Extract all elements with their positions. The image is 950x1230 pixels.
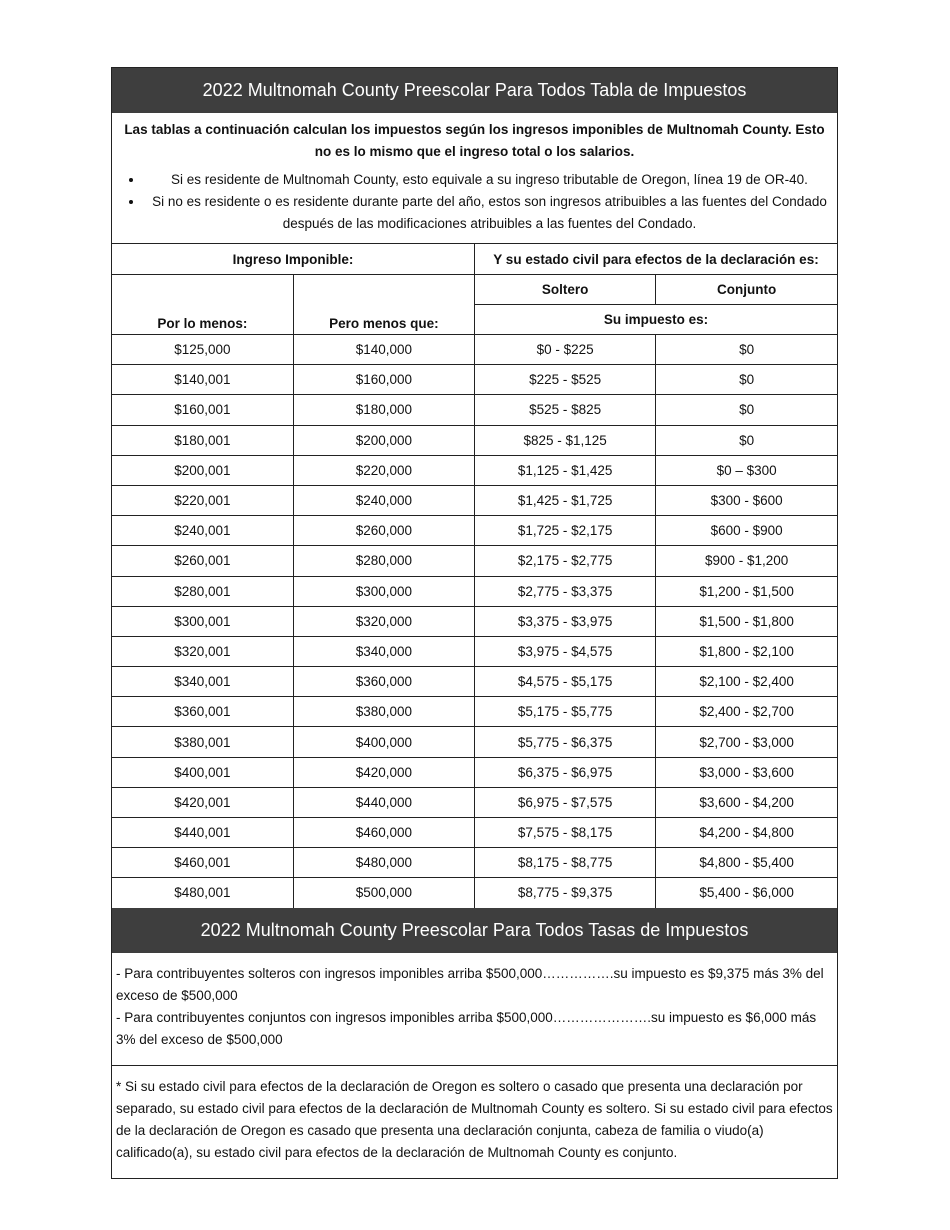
min-income-cell: $160,001: [112, 395, 293, 425]
table-row: [112, 727, 837, 757]
single-tax-cell: $3,375 - $3,975: [475, 606, 656, 636]
joint-tax-cell: $0 – $300: [656, 455, 837, 485]
at-least-header: Por lo menos:: [112, 275, 293, 335]
joint-tax-cell: $300 - $600: [656, 485, 837, 515]
table-row: [112, 606, 837, 636]
joint-tax-cell: $0: [656, 395, 837, 425]
max-income-cell: $320,000: [293, 606, 474, 636]
table-row: [112, 395, 837, 425]
table-row: [112, 667, 837, 697]
joint-tax-cell: $2,700 - $3,000: [656, 727, 837, 757]
table-row: [112, 848, 837, 878]
max-income-cell: $140,000: [293, 335, 474, 365]
joint-tax-cell: $600 - $900: [656, 516, 837, 546]
tax-table-body: [112, 335, 837, 908]
table-row: [112, 455, 837, 485]
table-row: [112, 576, 837, 606]
table-row: [112, 335, 837, 365]
min-income-cell: $180,001: [112, 425, 293, 455]
joint-tax-cell: $1,500 - $1,800: [656, 606, 837, 636]
joint-tax-cell: $2,400 - $2,700: [656, 697, 837, 727]
max-income-cell: $420,000: [293, 757, 474, 787]
rates-title: 2022 Multnomah County Preescolar Para Todos Tasas de Impuestos: [112, 908, 837, 953]
max-income-cell: $440,000: [293, 787, 474, 817]
min-income-cell: $400,001: [112, 757, 293, 787]
your-tax-header: Su impuesto es:: [475, 305, 838, 335]
tax-table: [112, 244, 837, 908]
min-income-cell: $320,001: [112, 636, 293, 666]
less-than-header: Pero menos que:: [293, 275, 474, 335]
min-income-cell: $340,001: [112, 667, 293, 697]
max-income-cell: $500,000: [293, 878, 474, 908]
max-income-cell: $180,000: [293, 395, 474, 425]
min-income-cell: $440,001: [112, 818, 293, 848]
intro-bullet-nonresident: • Si no es residente o es residente durante parte del año, estos son ingresos atribuibles a las fuentes del Condado después de las modificaciones atribuibles a las fuentes del Condado.: [144, 191, 831, 235]
max-income-cell: $360,000: [293, 667, 474, 697]
max-income-cell: $460,000: [293, 818, 474, 848]
joint-tax-cell: $0: [656, 365, 837, 395]
intro-bullets: [118, 169, 831, 235]
max-income-cell: $280,000: [293, 546, 474, 576]
table-row: [112, 878, 837, 908]
max-income-cell: $340,000: [293, 636, 474, 666]
joint-tax-cell: $4,200 - $4,800: [656, 818, 837, 848]
single-tax-cell: $0 - $225: [475, 335, 656, 365]
max-income-cell: $260,000: [293, 516, 474, 546]
single-tax-cell: $1,425 - $1,725: [475, 485, 656, 515]
table-title: 2022 Multnomah County Preescolar Para Todos Tabla de Impuestos: [112, 68, 837, 113]
min-income-cell: $200,001: [112, 455, 293, 485]
rates-section: [112, 953, 837, 1066]
single-tax-cell: $3,975 - $4,575: [475, 636, 656, 666]
max-income-cell: $300,000: [293, 576, 474, 606]
joint-tax-cell: $1,800 - $2,100: [656, 636, 837, 666]
single-tax-cell: $5,775 - $6,375: [475, 727, 656, 757]
table-row: [112, 697, 837, 727]
single-tax-cell: $1,725 - $2,175: [475, 516, 656, 546]
min-income-cell: $480,001: [112, 878, 293, 908]
tax-document: [111, 67, 838, 1179]
joint-tax-cell: $5,400 - $6,000: [656, 878, 837, 908]
intro-bullet-resident: • Si es residente de Multnomah County, esto equivale a su ingreso tributable de Oregon, línea 19 de OR-40.: [144, 169, 831, 191]
max-income-cell: $160,000: [293, 365, 474, 395]
min-income-cell: $125,000: [112, 335, 293, 365]
joint-tax-cell: $2,100 - $2,400: [656, 667, 837, 697]
single-tax-cell: $6,975 - $7,575: [475, 787, 656, 817]
max-income-cell: $200,000: [293, 425, 474, 455]
single-tax-cell: $7,575 - $8,175: [475, 818, 656, 848]
single-tax-cell: $225 - $525: [475, 365, 656, 395]
single-tax-cell: $825 - $1,125: [475, 425, 656, 455]
table-row: [112, 757, 837, 787]
single-tax-cell: $525 - $825: [475, 395, 656, 425]
rate-joint: - Para contribuyentes conjuntos con ingresos imponibles arriba $500,000………………….su impuesto es $6,000 más 3% del exceso de $500,000: [116, 1009, 817, 1047]
min-income-cell: $260,001: [112, 546, 293, 576]
table-row: [112, 818, 837, 848]
table-row: [112, 546, 837, 576]
single-header: Soltero: [475, 275, 656, 305]
min-income-cell: $300,001: [112, 606, 293, 636]
min-income-cell: $240,001: [112, 516, 293, 546]
rate-single: - Para contribuyentes solteros con ingresos imponibles arriba $500,000…………….su impuesto es $9,375 más 3% del exceso de $500,000: [116, 965, 824, 1003]
joint-tax-cell: $3,000 - $3,600: [656, 757, 837, 787]
joint-tax-cell: $0: [656, 335, 837, 365]
single-tax-cell: $8,775 - $9,375: [475, 878, 656, 908]
min-income-cell: $140,001: [112, 365, 293, 395]
joint-header: Conjunto: [656, 275, 837, 305]
joint-tax-cell: $900 - $1,200: [656, 546, 837, 576]
max-income-cell: $480,000: [293, 848, 474, 878]
min-income-cell: $220,001: [112, 485, 293, 515]
table-row: [112, 516, 837, 546]
max-income-cell: $240,000: [293, 485, 474, 515]
table-row: [112, 636, 837, 666]
min-income-cell: $360,001: [112, 697, 293, 727]
filing-status-header: Y su estado civil para efectos de la declaración es:: [475, 244, 838, 275]
table-row: [112, 365, 837, 395]
single-tax-cell: $6,375 - $6,975: [475, 757, 656, 787]
intro-lead: Las tablas a continuación calculan los impuestos según los ingresos imponibles de Multnomah County. Esto no es lo mismo que el ingreso total o los salarios.: [124, 122, 825, 159]
single-tax-cell: $8,175 - $8,775: [475, 848, 656, 878]
min-income-cell: $280,001: [112, 576, 293, 606]
table-row: [112, 425, 837, 455]
single-tax-cell: $4,575 - $5,175: [475, 667, 656, 697]
joint-tax-cell: $4,800 - $5,400: [656, 848, 837, 878]
max-income-cell: $380,000: [293, 697, 474, 727]
table-row: [112, 787, 837, 817]
single-tax-cell: $2,175 - $2,775: [475, 546, 656, 576]
single-tax-cell: $1,125 - $1,425: [475, 455, 656, 485]
min-income-cell: $380,001: [112, 727, 293, 757]
max-income-cell: $220,000: [293, 455, 474, 485]
taxable-income-header: Ingreso Imponible:: [112, 244, 475, 275]
intro-section: [112, 113, 837, 244]
single-tax-cell: $5,175 - $5,775: [475, 697, 656, 727]
joint-tax-cell: $1,200 - $1,500: [656, 576, 837, 606]
joint-tax-cell: $3,600 - $4,200: [656, 787, 837, 817]
min-income-cell: $420,001: [112, 787, 293, 817]
min-income-cell: $460,001: [112, 848, 293, 878]
table-row: [112, 485, 837, 515]
max-income-cell: $400,000: [293, 727, 474, 757]
filing-status-note: * Si su estado civil para efectos de la declaración de Oregon es soltero o casado que presenta una declaración por separado, su estado civil para efectos de la declaración de Multnomah County es soltero. Si su estado civil para efectos de la declaración de Oregon es casado que presenta una declaración conjunta, cabeza de familia o viudo(a) calificado(a), su estado civil para efectos de la declaración de Multnomah County es conjunto.: [116, 1078, 833, 1160]
joint-tax-cell: $0: [656, 425, 837, 455]
single-tax-cell: $2,775 - $3,375: [475, 576, 656, 606]
